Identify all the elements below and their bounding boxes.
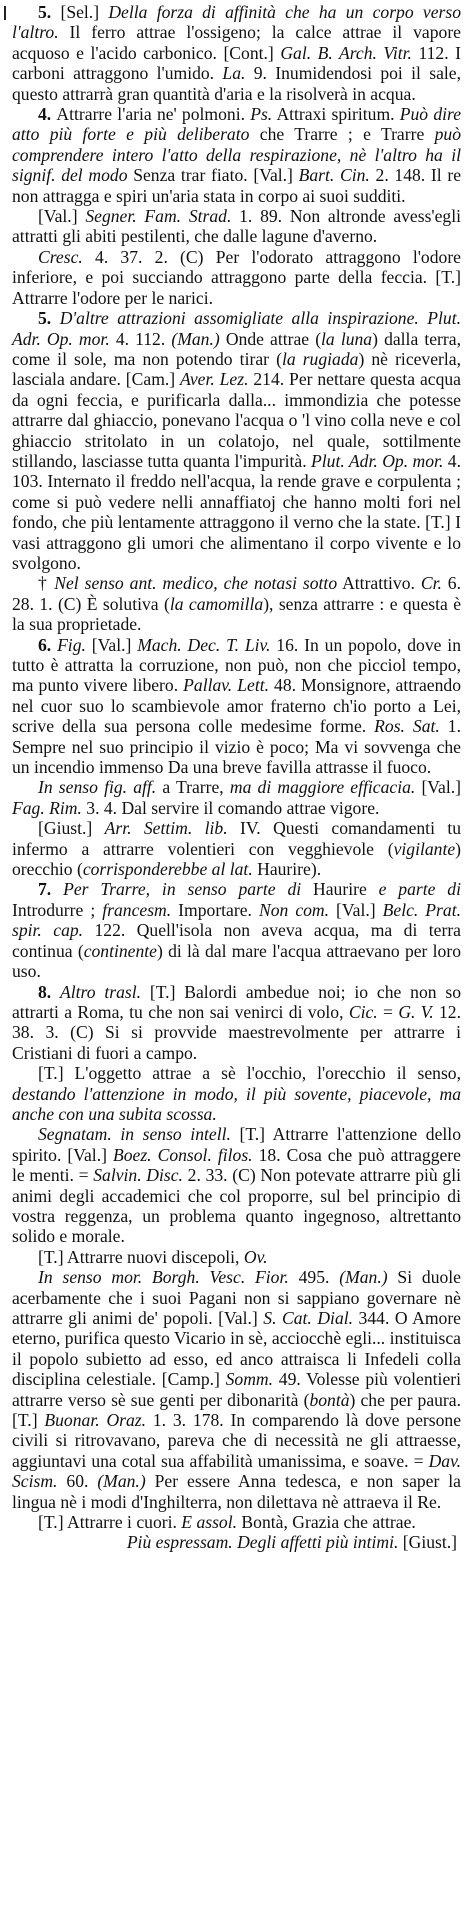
italic-fragment: Fag. Rim. xyxy=(12,797,82,818)
italic-fragment: (Man.) xyxy=(339,1267,388,1288)
italic-fragment: Buonar. Oraz. xyxy=(44,1410,147,1431)
entry-paragraph xyxy=(12,879,461,981)
italic-fragment: Arr. Settim. lib. xyxy=(104,818,228,839)
text-fragment: IV. Questi comandamenti tu infermo a attrarre volentieri con vegghievole ( xyxy=(12,818,462,859)
italic-fragment: ma di maggiore efficacia. xyxy=(229,777,416,798)
italic-fragment: Nel senso ant. medico, che notasi sotto xyxy=(54,573,338,594)
entry-paragraph xyxy=(12,635,461,778)
italic-fragment: Può dire atto più forte e più deliberato xyxy=(12,104,462,145)
entry-paragraph xyxy=(12,104,461,206)
italic-fragment: Non com. xyxy=(258,899,330,920)
italic-fragment: Gal. B. Arch. Vitr. xyxy=(280,42,412,63)
text-fragment: [T.] Attrarre nuovi discepoli, xyxy=(38,1246,244,1267)
italic-fragment: vigilante xyxy=(393,838,456,859)
italic-fragment: destando l'attenzione in modo, il più sovente, piacevole, ma anche con una subita scossa. xyxy=(12,1083,461,1124)
italic-fragment: Ros. Sat. xyxy=(374,716,440,737)
italic-fragment: Della forza di affinità che ha un corpo verso l'altro. xyxy=(12,2,462,43)
text-fragment: Onde attrae ( xyxy=(219,328,322,349)
entry-paragraph xyxy=(12,982,461,1064)
italic-fragment: Più espressam. Degli affetti più intimi. xyxy=(126,1532,399,1553)
text-fragment: [T.] Attrarre i cuori. xyxy=(38,1512,182,1533)
entry-paragraph xyxy=(12,308,461,573)
italic-fragment: Boez. Consol. filos. xyxy=(112,1144,253,1165)
text-fragment: † xyxy=(38,573,55,594)
text-fragment: Introdurre ; xyxy=(12,899,103,920)
italic-fragment: S. Cat. Dial. xyxy=(263,1308,354,1328)
sense-number: 8. xyxy=(38,981,61,1002)
italic-fragment: Segner. Fam. Strad. xyxy=(85,206,232,227)
text-fragment: 1. 89. Non altronde avess'egli attratti gli abiti pestilenti, che dalle lagune d'averno. xyxy=(12,206,461,247)
italic-fragment: la luna xyxy=(321,328,373,349)
sense-number: 6. xyxy=(38,634,58,655)
entry-paragraph xyxy=(12,1247,461,1267)
text-fragment: 4. 37. 2. (C) Per l'odorato attraggono l'odore inferiore, e poi succiando attraggono parte della feccia. [T.] Attrarre l'odore per le narici. xyxy=(12,246,461,308)
italic-fragment: corrisponderebbe al lat. xyxy=(82,859,253,880)
text-fragment: che Trarre ; e Trarre xyxy=(249,124,435,145)
text-fragment: Haurire xyxy=(301,879,379,900)
text-fragment: 60. xyxy=(57,1471,98,1492)
italic-fragment: Salvin. Disc. xyxy=(93,1165,183,1186)
text-fragment: ) che per paura. [T.] xyxy=(12,1389,462,1431)
text-fragment: 6. 28. 1. (C) È solutiva ( xyxy=(12,573,461,614)
text-fragment: 4. 103. Internato il freddo nell'acqua, la rende grave e corpulenta ; come si può vedere nelli annaffiatoj che hanno molti fori nel fondo, che più lentamente attraggono il verno che la state. [T.] I vasi attraggono gli umori che alimentano il corpo vivente e lo svolgono. xyxy=(12,450,461,573)
sense-number: 5. xyxy=(38,308,60,329)
italic-fragment: La. xyxy=(222,63,246,84)
italic-fragment: D'altre attrazioni assomigliate alla inspirazione. Plut. Adr. Op. mor. xyxy=(12,308,462,349)
text-fragment: 2. 148. Il re non attragga e spiri un'aria stata in corpo ai suoi sudditi. xyxy=(12,165,462,206)
italic-fragment: bontà xyxy=(309,1389,350,1410)
italic-fragment: Altro trasl. xyxy=(60,981,142,1002)
text-fragment: 16. In un popolo, dove in tutto è attratta la corruzione, non può, non che picciol tempo, ma punto vivere libero. xyxy=(12,634,461,696)
italic-fragment: la rugiada xyxy=(281,348,359,369)
italic-fragment: francesm. xyxy=(102,899,172,920)
text-fragment: = xyxy=(377,1001,399,1022)
text-fragment: Per essere Anna tedesca, e non saper la lingua nè i modi d'Inghilterra, non dilettava nè attraeva il Re. xyxy=(12,1471,461,1512)
text-fragment: 1. Sempre nel suo principio il vizio è poco; Ma vi sovvenga che un incendio immenso Da una breve favilla attrasse il fuoco. xyxy=(12,716,461,778)
text-fragment: Attraxi spiritum. xyxy=(272,104,400,125)
italic-fragment: Somm. xyxy=(225,1369,274,1390)
text-fragment: 49. Volesse più volentieri attrarre verso sè sue genti per dibonarità ( xyxy=(12,1369,462,1410)
text-fragment: Bontà, Grazia che attrae. xyxy=(237,1512,416,1533)
text-fragment: [Val.] xyxy=(85,634,138,655)
italic-fragment: Cresc. xyxy=(38,246,83,267)
text-fragment: ) orecchio ( xyxy=(12,838,461,880)
text-fragment: 495. xyxy=(288,1267,340,1288)
entry-paragraph xyxy=(12,573,461,634)
italic-fragment: Pallav. Lett. xyxy=(183,675,269,696)
text-fragment: [T.] Attrarre l'attenzione dello spirito. [Val.] xyxy=(12,1124,461,1165)
entry-paragraph xyxy=(12,1532,461,1552)
text-fragment: ) nè riceverla, lasciala andare. [Cam.] xyxy=(12,348,461,390)
text-fragment: [Val.] xyxy=(329,899,383,920)
entry-paragraph xyxy=(12,2,461,104)
text-fragment: [Val.] xyxy=(415,777,462,798)
text-fragment: 3. 4. Dal servire il comando attrae vigore. xyxy=(81,797,380,818)
italic-fragment: Plut. Adr. Op. mor. xyxy=(311,450,444,471)
text-fragment: 214. Per nettare questa acqua da ogni feccia, e purificarla dalla... immondizia che potesse attrarre dal ghiaccio, ponevano l'acqua o 'l vino colla neve e col ghiaccio stritolato in un colatojo, nel quale, sottilmente stillando, lasciasse tutta quanta l'impurità. xyxy=(12,369,461,471)
entry-paragraph xyxy=(12,247,461,308)
italic-fragment: Aver. Lez. xyxy=(180,369,249,390)
italic-fragment: Dav. Scism. xyxy=(12,1450,461,1492)
text-fragment: 9. Inumidendosi poi il sale, questo attrarrà gran quantità d'aria e la risolverà in acqua. xyxy=(12,63,461,104)
italic-fragment: Mach. Dec. T. Liv. xyxy=(137,634,271,655)
italic-fragment: Fig. xyxy=(57,634,86,655)
text-fragment: Attrattivo. xyxy=(337,573,421,594)
italic-fragment: Ov. xyxy=(243,1246,268,1267)
italic-fragment: la camomilla xyxy=(169,593,264,614)
entry-paragraph xyxy=(12,818,461,879)
text-fragment: 4. 112. xyxy=(109,328,172,349)
text-fragment: Attrarre l'aria ne' polmoni. xyxy=(56,104,251,125)
italic-fragment: In senso fig. aff. xyxy=(38,777,157,798)
italic-fragment: In senso mor. Borgh. Vesc. Fior. xyxy=(38,1267,289,1288)
text-fragment: a Trarre, xyxy=(156,777,230,798)
entry-paragraph xyxy=(12,777,461,818)
text-fragment: Importare. xyxy=(171,899,259,920)
text-fragment: 112. I carboni attraggono l'umido. xyxy=(12,42,461,84)
text-fragment: ) dalla terra, come il sole, ma non potendo tirar ( xyxy=(12,328,461,369)
sense-number: 4. xyxy=(38,104,57,125)
sense-number: 5. xyxy=(38,2,61,22)
text-fragment: Senza trar fiato. [Val.] xyxy=(127,165,299,186)
italic-fragment: Per Trarre, in senso parte di xyxy=(63,879,302,900)
italic-fragment: può comprendere intero l'atto della respirazione, nè l'altro ha il signif. del modo xyxy=(12,124,462,186)
text-fragment: 12. 38. 3. (C) Si si provvide maestrevolmente per attrarre i Cristiani di fuori a campo. xyxy=(12,1001,461,1063)
text-fragment: Si duole acerbamente che i suoi Pagani non si sappiano governare nè attrarre gli animi de' popoli. [Val.] xyxy=(12,1267,461,1328)
text-fragment: [T.] L'oggetto attrae a sè l'occhio, l'orecchio il senso, xyxy=(38,1063,461,1084)
text-fragment: 122. Quell'isola non aveva acqua, ma di terra continua ( xyxy=(12,920,461,961)
text-fragment: 48. Monsignore, attraendo nel cuor suo lo scambievole amor fraterno ch'io porto a Lei, scrive della sua persona colle medesime forme. xyxy=(12,675,462,737)
text-fragment: [Sel.] xyxy=(60,2,109,22)
text-fragment: 344. O Amore eterno, purifica questo Vicario in sè, acciocchè egli... instituisca il popolo subietto ad esso, ed anco attraisca li Infedeli colla disciplina celestiale. [Camp.] xyxy=(12,1308,461,1390)
italic-fragment: continente xyxy=(83,940,157,961)
text-fragment: ) di là dal mare l'acqua attraevano per loro uso. xyxy=(12,940,462,982)
italic-fragment: (Man.) xyxy=(171,328,220,349)
italic-fragment: Cic. xyxy=(348,1001,378,1022)
italic-fragment: Ps. xyxy=(250,104,273,125)
italic-fragment: Cr. xyxy=(420,573,442,594)
entry-paragraph xyxy=(12,1267,461,1512)
text-fragment: Haurire). xyxy=(252,859,322,880)
italic-fragment: Belc. Prat. spir. cap. xyxy=(12,899,461,941)
italic-fragment: e parte di xyxy=(378,879,461,900)
text-fragment: 2. 33. (C) Non potevate attrarre più gli animi degli accademici che col proporre, sul bel principio di vostra reggenza, un problema quanto ingegnoso, altrettanto solido e morale. xyxy=(12,1165,461,1247)
text-fragment: 18. Cosa che può attraggere le menti. = xyxy=(12,1144,461,1186)
italic-fragment: Bart. Cin. xyxy=(298,165,370,186)
italic-fragment: G. V. xyxy=(398,1001,434,1022)
entry-paragraph xyxy=(12,1124,461,1246)
text-fragment: [Val.] xyxy=(38,206,86,227)
text-fragment: 1. 3. 178. In comparendo là dove persone civili si ritrovavano, pareva che di necessità ne gli attraesse, aggiuntavi una cotal sua affabilità umanissima, e soave. = xyxy=(12,1410,461,1471)
text-fragment: [Giust.] xyxy=(38,818,105,839)
entry-paragraph xyxy=(12,206,461,247)
text-fragment: Il ferro attrae l'ossigeno; la calce attrae il vapore acquoso e l'acido carbonico. [Cont.] xyxy=(12,22,461,63)
italic-fragment: (Man.) xyxy=(97,1471,146,1492)
sense-number: 7. xyxy=(38,879,64,900)
text-fragment: ), senza attrarre : e questa è la sua proprietade. xyxy=(12,593,462,635)
entry-paragraph xyxy=(12,1512,461,1532)
text-fragment: [Giust.] xyxy=(398,1532,457,1553)
italic-fragment: E assol. xyxy=(181,1512,238,1533)
text-fragment: [T.] Balordi ambedue noi; io che non so attrarti a Roma, tu che non sai venirci di volo, xyxy=(12,981,462,1022)
entry-paragraph xyxy=(12,1063,461,1124)
italic-fragment: Segnatam. in senso intell. xyxy=(38,1124,231,1145)
